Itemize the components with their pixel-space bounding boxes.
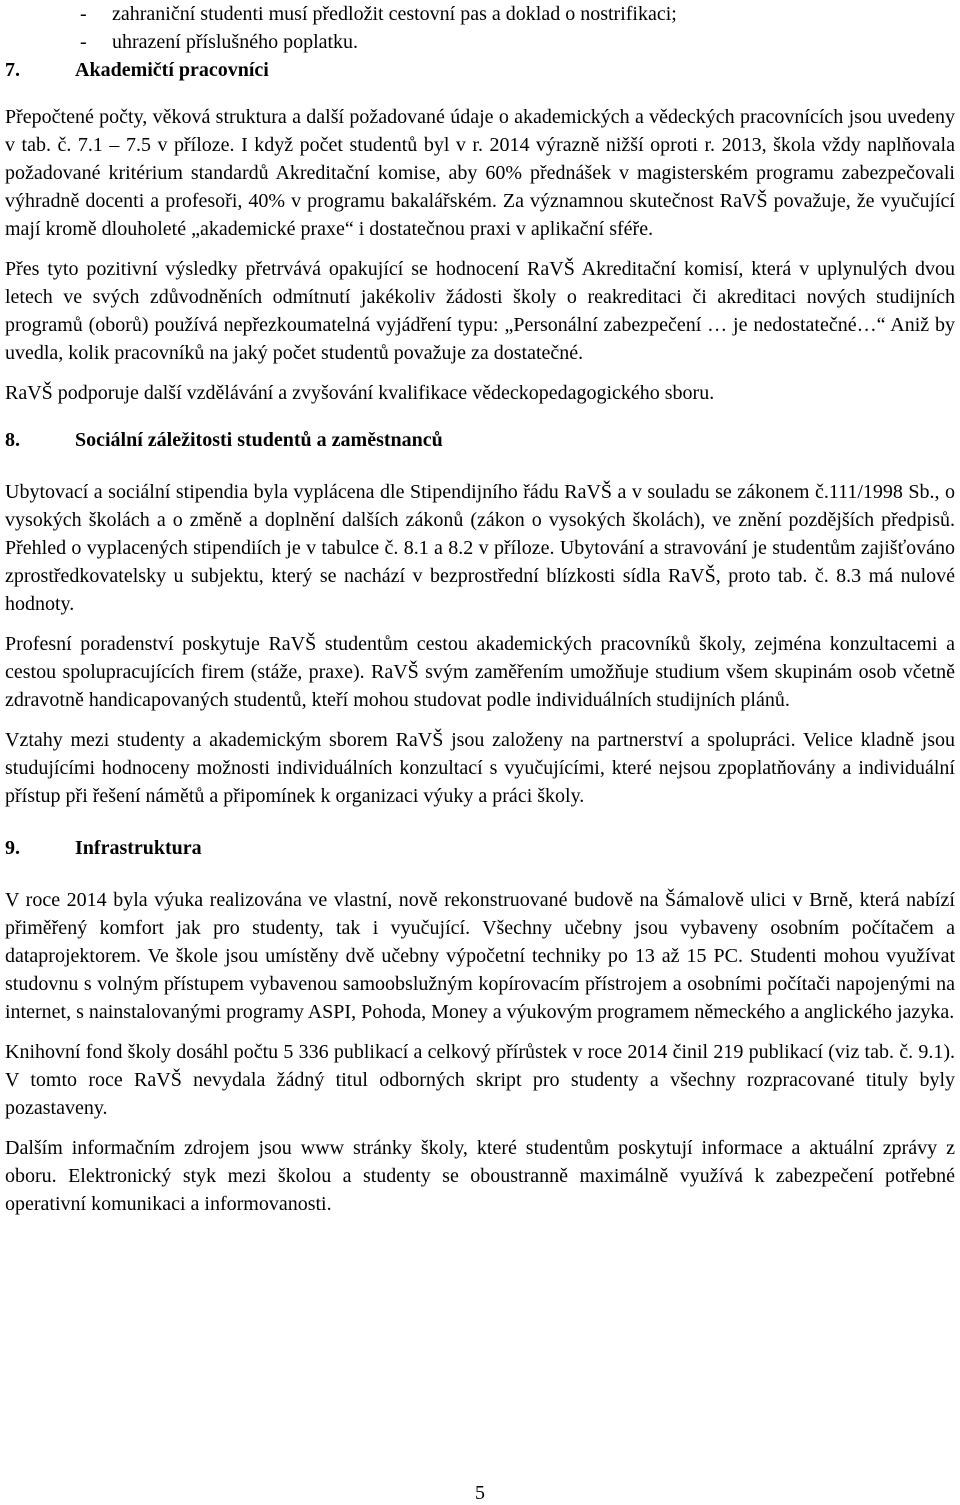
list-dash: - — [80, 31, 87, 53]
section-number: 7. — [5, 59, 20, 81]
section-heading — [5, 834, 955, 862]
list-item-text: zahraniční studenti musí předložit cestovní pas a doklad o nostrifikaci; — [112, 3, 677, 25]
list-item-text: uhrazení příslušného poplatku. — [112, 31, 359, 53]
section-number: 9. — [5, 837, 20, 859]
paragraph: Knihovní fond školy dosáhl počtu 5 336 publikací a celkový přírůstek v roce 2014 činil 219 publikací (viz tab. č. 9.1). V tomto roce RaVŠ nevydala žádný titul odborných skript pro studenty a všechny rozpracované tituly byly pozastaveny. — [5, 1041, 955, 1119]
section-number: 8. — [5, 429, 20, 451]
list-item — [5, 0, 955, 28]
section-title: Infrastruktura — [75, 837, 202, 859]
section-title: Sociální záležitosti studentů a zaměstnanců — [75, 429, 443, 451]
section-7 — [5, 56, 955, 407]
section-heading — [5, 56, 955, 84]
paragraph: Profesní poradenství poskytuje RaVŠ studentům cestou akademických pracovníků školy, zejména konzultacemi a cestou spolupracujících firem (stáže, praxe). RaVŠ svým zaměřením umožňuje studium všem skupinám osob včetně zdravotně handicapovaných studentů, kteří mohou studovat podle individuálních studijních plánů. — [5, 633, 955, 711]
section-9 — [5, 834, 955, 1218]
paragraph: Ubytovací a sociální stipendia byla vyplácena dle Stipendijního řádu RaVŠ a v souladu se zákonem č.111/1998 Sb., o vysokých školách a o změně a doplnění dalších zákonů (zákon o vysokých školách), ve znění pozdějších předpisů. Přehled o vyplacených stipendiích je v tabulce č. 8.1 a 8.2 v příloze. Ubytování a stravování je studentům zajišťováno zprostředkovatelsky u subjektu, který se nachází v bezprostřední blízkosti sídla RaVŠ, proto tab. č. 8.3 má nulové hodnoty. — [5, 481, 955, 615]
list-item — [5, 28, 955, 56]
paragraph: Přes tyto pozitivní výsledky přetrvává opakující se hodnocení RaVŠ Akreditační komisí, která v uplynulých dvou letech ve svých zdůvodněních odmítnutí jakékoliv žádosti školy o reakreditaci či akreditaci nových studijních programů (oborů) používá nepřezkoumatelná vyjádření typu: „Personální zabezpečení … je nedostatečné…“ Aniž by uvedla, kolik pracovníků na jaký počet studentů považuje za dostatečné. — [5, 258, 955, 364]
paragraph: RaVŠ podporuje další vzdělávání a zvyšování kvalifikace vědeckopedagogického sboru. — [5, 382, 715, 404]
section-heading — [5, 426, 955, 454]
page-number: 5 — [475, 1482, 485, 1504]
section-8 — [5, 426, 955, 810]
paragraph: V roce 2014 byla výuka realizována ve vlastní, nově rekonstruované budově na Šámalově ulici v Brně, která nabízí přiměřený komfort jak pro studenty, tak i vyučující. Všechny učebny jsou vybaveny osobním počítačem a dataprojektorem. Ve škole jsou umístěny dvě učebny výpočetní techniky po 13 až 15 PC. Studenti mohou využívat studovnu s volným přístupem vybavenou samoobslužným kopírovacím přístrojem a osobními počítači napojenými na internet, s nainstalovanými programy ASPI, Pohoda, Money a výukovým programem německého a anglického jazyka. — [5, 889, 955, 1023]
intro-list — [5, 0, 955, 56]
list-dash: - — [80, 3, 87, 25]
document-page — [5, 0, 955, 1505]
paragraph: Dalším informačním zdrojem jsou www stránky školy, které studentům poskytují informace a aktuální zprávy z oboru. Elektronický styk mezi školou a studenty se oboustranně maximálně využívá k zabezpečení potřebné operativní komunikaci a informovanosti. — [5, 1137, 955, 1215]
section-title: Akademičtí pracovníci — [75, 59, 269, 81]
paragraph: Přepočtené počty, věková struktura a další požadované údaje o akademických a vědeckých pracovnících jsou uvedeny v tab. č. 7.1 – 7.5 v příloze. I když počet studentů byl v r. 2014 výrazně nižší oproti r. 2013, škola vždy naplňovala požadované kritérium standardů Akreditační komise, aby 60% přednášek v magisterském programu zabezpečovali výhradně docenti a profesoři, 40% v programu bakalářském. Za významnou skutečnost RaVŠ považuje, že vyučující mají kromě dlouholeté „akademické praxe“ i dostatečnou praxi v aplikační sféře. — [5, 106, 955, 240]
paragraph: Vztahy mezi studenty a akademickým sborem RaVŠ jsou založeny na partnerství a spolupráci. Velice kladně jsou studujícími hodnoceny možnosti individuálních konzultací s vyučujícími, které nejsou zpoplatňovány a individuální přístup při řešení námětů a připomínek k organizaci výuky a práci školy. — [5, 729, 955, 807]
